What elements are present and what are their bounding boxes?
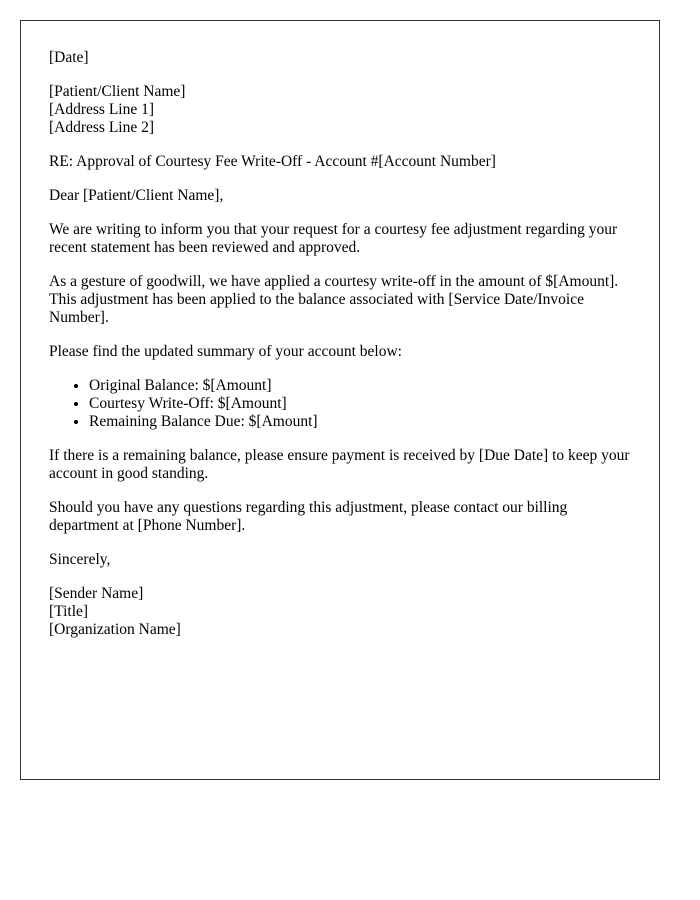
recipient-address-line-1: [Address Line 1] bbox=[49, 101, 155, 118]
letter-date: [Date] bbox=[49, 49, 89, 66]
body-paragraph-2: As a gesture of goodwill, we have applied a courtesy write-off in the amount of $[Amount]. This adjustment has been applied to the balance associated with [Service Date/Invoice Number]. bbox=[49, 273, 619, 326]
recipient-name: [Patient/Client Name] bbox=[49, 83, 186, 100]
account-summary-list bbox=[49, 377, 631, 431]
summary-courtesy-write-off: • Courtesy Write-Off: $[Amount] bbox=[89, 395, 631, 413]
sender-title: [Title] bbox=[49, 603, 89, 620]
signature-block bbox=[49, 585, 631, 639]
organization-name: [Organization Name] bbox=[49, 621, 181, 638]
recipient-address-line-2: [Address Line 2] bbox=[49, 119, 155, 136]
letter-subject: RE: Approval of Courtesy Fee Write-Off - Account #[Account Number] bbox=[49, 153, 496, 170]
recipient-address-block bbox=[49, 83, 631, 137]
sender-name: [Sender Name] bbox=[49, 585, 144, 602]
letter-salutation: Dear [Patient/Client Name], bbox=[49, 187, 224, 204]
summary-original-balance: • Original Balance: $[Amount] bbox=[89, 377, 631, 395]
letter-page bbox=[20, 20, 660, 780]
body-paragraph-5: Should you have any questions regarding this adjustment, please contact our billing department at [Phone Number]. bbox=[49, 499, 568, 534]
body-paragraph-3: Please find the updated summary of your account below: bbox=[49, 343, 402, 360]
summary-remaining-balance: • Remaining Balance Due: $[Amount] bbox=[89, 413, 631, 431]
letter-closing: Sincerely, bbox=[49, 551, 111, 568]
body-paragraph-4: If there is a remaining balance, please ensure payment is received by [Due Date] to keep your account in good standing. bbox=[49, 447, 630, 482]
body-paragraph-1: We are writing to inform you that your request for a courtesy fee adjustment regarding your recent statement has been reviewed and approved. bbox=[49, 221, 618, 256]
